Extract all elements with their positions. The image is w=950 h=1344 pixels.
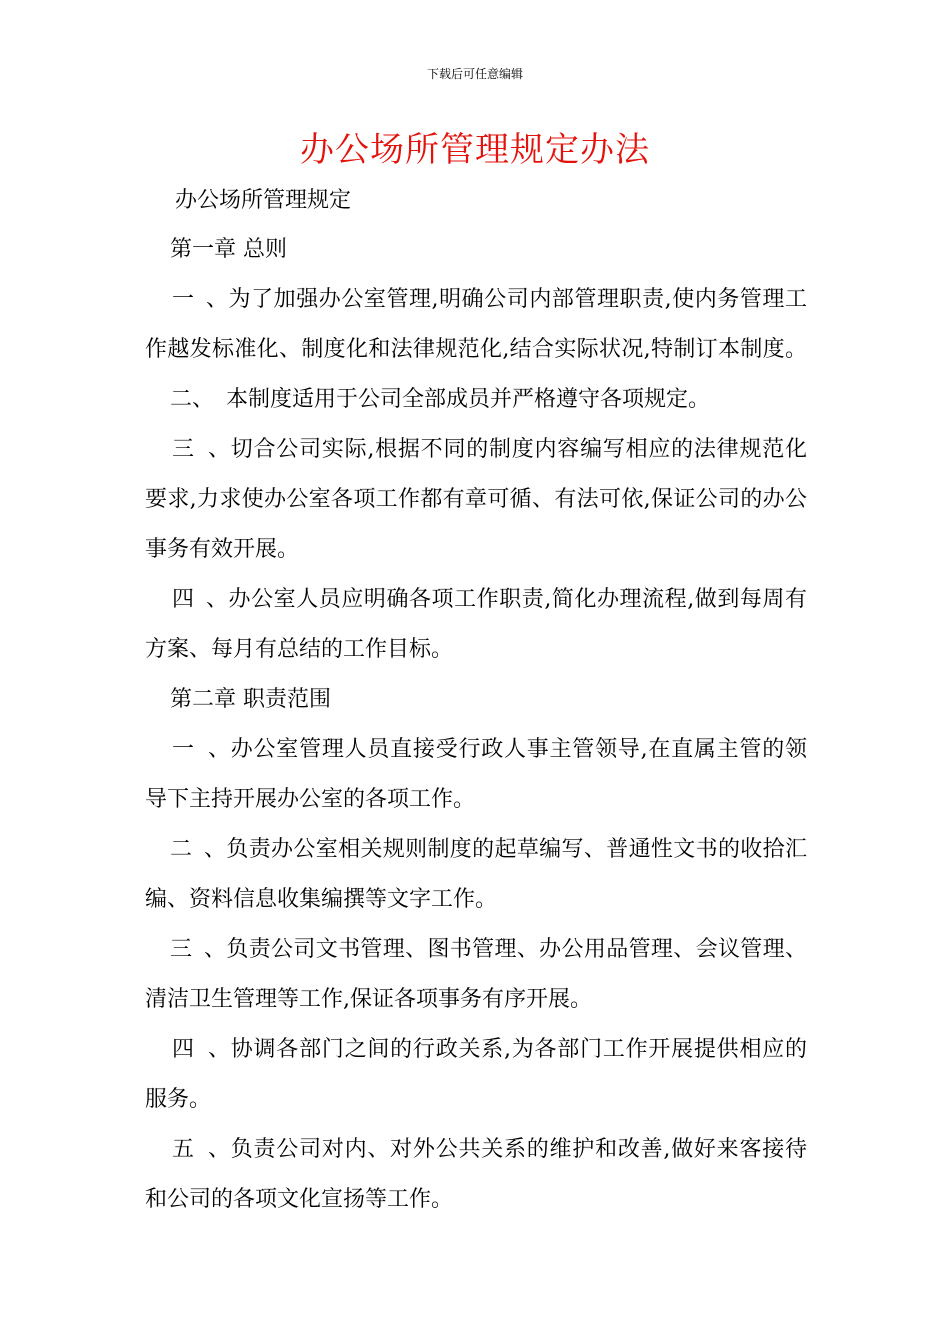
clause-number: 三、 xyxy=(172,437,230,462)
clause-number: 一、 xyxy=(172,737,230,762)
clause-text: 协调各部门之间的行政关系,为各部门工作开展提供相应的 xyxy=(230,1037,807,1062)
clause-number: 一、 xyxy=(172,287,228,312)
clause-text: 为了加强办公室管理,明确公司内部管理职责,使内务管理工 xyxy=(228,287,807,312)
clause-number: 三、 xyxy=(170,937,226,962)
chapter-heading: 第一章 总则 xyxy=(170,237,287,262)
clause-line: 要求,力求使办公室各项工作都有章可循、有法可依,保证公司的办公 xyxy=(145,487,807,512)
clause-line xyxy=(172,1035,807,1065)
clause-line: 编、资料信息收集编撰等文字工作。 xyxy=(145,887,498,912)
clause-line: 和公司的各项文化宣扬等工作。 xyxy=(145,1187,454,1212)
clause-text: 本制度适用于公司全部成员并严格遵守各项规定。 xyxy=(226,387,711,412)
chapter-heading: 第二章 职责范围 xyxy=(170,687,331,712)
clause-line xyxy=(172,285,807,315)
clause-number: 五、 xyxy=(172,1137,230,1162)
clause-line: 事务有效开展。 xyxy=(145,537,300,562)
clause-line xyxy=(172,735,807,765)
clause-number: 四、 xyxy=(172,587,228,612)
clause-line xyxy=(170,835,807,865)
clause-number: 二、 xyxy=(170,387,215,412)
document-subtitle: 办公场所管理规定 xyxy=(175,188,352,213)
clause-number: 二、 xyxy=(170,837,226,862)
header-note: 下载后可任意编辑 xyxy=(426,67,523,81)
clause-line: 清洁卫生管理等工作,保证各项事务有序开展。 xyxy=(145,987,592,1012)
clause-line xyxy=(172,435,807,465)
clause-line xyxy=(170,935,807,965)
clause-line xyxy=(172,585,807,615)
clause-line: 服务。 xyxy=(145,1087,212,1112)
clause-text: 负责办公室相关规则制度的起草编写、普通性文书的收拾汇 xyxy=(226,837,807,862)
clause-text: 负责公司文书管理、图书管理、办公用品管理、会议管理、 xyxy=(226,937,807,962)
clause-line: 方案、每月有总结的工作目标。 xyxy=(145,637,454,662)
document-title: 办公场所管理规定办法 xyxy=(300,130,650,170)
clause-text: 办公室人员应明确各项工作职责,简化办理流程,做到每周有 xyxy=(228,587,807,612)
clause-text: 负责公司对内、对外公共关系的维护和改善,做好来客接待 xyxy=(230,1137,807,1162)
clause-line xyxy=(170,385,832,415)
clause-line xyxy=(172,1135,807,1165)
clause-line: 作越发标准化、制度化和法律规范化,结合实际状况,特制订本制度。 xyxy=(145,337,807,362)
clause-text: 切合公司实际,根据不同的制度内容编写相应的法律规范化 xyxy=(230,437,807,462)
clause-line: 导下主持开展办公室的各项工作。 xyxy=(145,787,476,812)
clause-text: 办公室管理人员直接受行政人事主管领导,在直属主管的领 xyxy=(230,737,807,762)
clause-number: 四、 xyxy=(172,1037,230,1062)
